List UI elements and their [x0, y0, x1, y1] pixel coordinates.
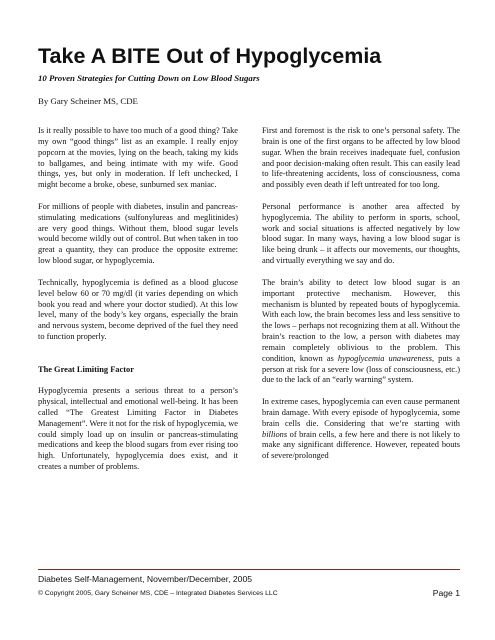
emphasis-text: hypoglycemia unawareness: [337, 353, 432, 363]
page-number: Page 1: [432, 588, 460, 598]
footer-divider: [38, 569, 460, 570]
footer-copyright: © Copyright 2005, Gary Scheiner MS, CDE – Integrated Diabetes Services LLC: [38, 590, 278, 597]
text-run: , puts a person at risk for a severe low (loss of consciousness, etc.) due to the lack of an “early warning” system.: [262, 353, 460, 385]
section-heading: The Great Limiting Factor: [38, 364, 134, 374]
text-run: In extreme cases, hypoglycemia can even cause permanent brain damage. With every episode of hypoglycemia, some brain cells die. Considering that we’re starting with: [262, 397, 460, 428]
footer-publication: Diabetes Self-Management, November/December, 2005: [38, 574, 252, 584]
article-title: Take A BITE Out of Hypoglycemia: [38, 44, 382, 68]
text-run: The brain’s ability to detect low blood sugar is an important protective mechanism. However, this mechanism is blunted by repeated bouts of hypoglycemia. With each low, the brain becomes less and less sensitive to the lows – perhaps not recognizing them at all. Without the brain’s reaction to the low, a person with diabetes may remain completely oblivious to the problem. This condition, known as: [262, 277, 460, 363]
paragraph: [262, 397, 460, 462]
paragraph: First and foremost is the risk to one’s personal safety. The brain is one of the first organs to be affected by low blood sugar. When the brain receives inadequate fuel, confusion and poor decision-making often result. This can easily lead to life-threatening accidents, loss of consciousness, coma and possibly even death if left untreated for too long.: [262, 126, 460, 190]
article-subtitle: 10 Proven Strategies for Cutting Down on Low Blood Sugars: [38, 73, 260, 83]
paragraph: Is it really possible to have too much of a good thing? Take my own “good things” list as an example. I really enjoy popcorn at the movies, lying on the beach, taking my kids to ballgames, and being intimate with my wife. Good things, yes, but only in moderation. If left unchecked, I might become a broke, obese, sunburned sex maniac.: [38, 126, 238, 190]
paragraph: [262, 278, 460, 386]
text-run: of brain cells, a few here and there is not likely to make any significant difference. However, repeated bouts of severe/prolonged: [262, 429, 460, 461]
left-column: [38, 126, 238, 484]
article-byline: By Gary Scheiner MS, CDE: [38, 96, 138, 106]
paragraph: Hypoglycemia presents a serious threat to a person’s physical, intellectual and emotional well-being. It has been called “The Greatest Limiting Factor in Diabetes Management”. Were it not for the risk of hypoglycemia, we could simply load up on insulin or pancreas-stimulating medications and keep the blood sugars from ever rising too high. Unfortunately, hypoglycemia does exist, and it creates a number of problems.: [38, 386, 238, 472]
spacer: [38, 354, 238, 365]
paragraph: Personal performance is another area affected by hypoglycemia. The ability to perform in sports, school, work and social situations is affected negatively by low blood sugar. In many ways, having a low blood sugar is like being drunk – it affects our movements, our thoughts, and virtually everything we say and do.: [262, 201, 460, 266]
paragraph: Technically, hypoglycemia is defined as a blood glucose level below 60 or 70 mg/dl (it varies depending on which book you read and where your doctor studied). At this low level, many of the body’s key organs, especially the brain and nervous system, become deprived of the fuel they need to function properly.: [38, 277, 238, 342]
emphasis-text: billions: [262, 429, 288, 439]
right-column: [262, 126, 460, 473]
paragraph: For millions of people with diabetes, insulin and pancreas-stimulating medications (sulfonylureas and meglitinides) are very good things. Without them, blood sugar levels would become wildly out of control. But when taken in too great a quantity, they can produce the opposite extreme: low blood sugar, or hypoglycemia.: [38, 201, 238, 266]
